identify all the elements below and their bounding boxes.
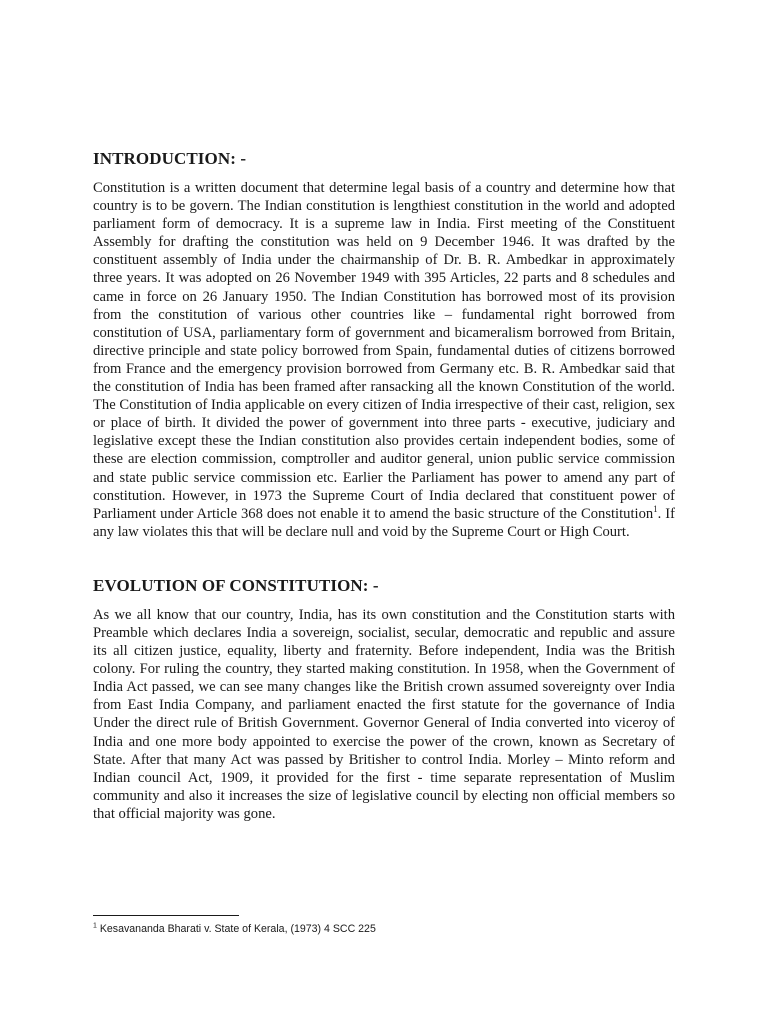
footnote-separator	[93, 915, 239, 916]
footnote-text: Kesavananda Bharati v. State of Kerala, (1973) 4 SCC 225	[96, 923, 376, 935]
footnote	[93, 922, 675, 936]
page-content	[93, 148, 675, 823]
footnote-number: 1	[93, 922, 97, 930]
evolution-heading-text: EVOLUTION OF CONSTITUTION:	[93, 575, 369, 595]
evolution-paragraph: As we all know that our country, India, has its own constitution and the Constitution starts with Preamble which declares India a sovereign, socialist, secular, democratic and republic and assure its all citizen justice, equality, liberty and fraternity. Before independent, India was the British colony. For ruling the country, they started making constitution. In 1958, when the Government of India Act passed, we can see many changes like the British crown assumed sovereignty over India from East India Company, and parliament enacted the first statute for the governance of India Under the direct rule of British Government. Governor General of India converted into viceroy of India and one more body appointed to exercise the power of the crown, known as Secretary of State. After that many Act was passed by Britisher to control India. Morley – Minto reform and Indian council Act, 1909, it provided for the first - time separate representation of Muslim community and also it increases the size of legislative council by electing non official members so that official majority was gone.	[93, 606, 675, 822]
introduction-heading-text: INTRODUCTION:	[93, 149, 236, 168]
introduction-heading-suffix: -	[235, 149, 247, 168]
introduction-body-part2: . If any law violates this that will be declare null and void by the Supreme Court or High Court.	[93, 505, 675, 540]
introduction-paragraph	[93, 179, 675, 541]
introduction-body-part1: Constitution is a written document that determine legal basis of a country and determine how that country is to be govern. The Indian constitution is lengthiest constitution in the world and adopted parliament form of democracy. It is a supreme law in India. First meeting of the Constituent Assembly for drafting the constitution was held on 9 December 1946. It was drafted by the constituent assembly of India under the chairmanship of Dr. B. R. Ambedkar in approximately three years. It was adopted on 26 November 1949 with 395 Articles, 22 parts and 8 schedules and came in force on 26 January 1950. The Indian Constitution has borrowed most of its provision from the constitution of various other countries like – fundamental right borrowed from constitution of USA, parliamentary form of government and bicameralism borrowed from Britain, directive principle and state policy borrowed from Spain, fundamental duties of citizens borrowed from France and the emergency provision borrowed from Germany etc. B. R. Ambedkar said that the constitution of India has been framed after ransacking all the known Constitution of the world. The Constitution of India applicable on every citizen of India irrespective of their cast, religion, sex or place of birth. It divided the power of government into three parts - executive, judiciary and legislative except these the Indian constitution also provides certain independent bodies, some of these are election commission, comptroller and auditor general, union public service commission and state public service commission etc. Earlier the Parliament has power to amend any part of constitution. However, in 1973 the Supreme Court of India declared that constituent power of Parliament under Article 368 does not enable it to amend the basic structure of the Constitution	[93, 180, 675, 522]
evolution-heading-suffix: -	[368, 575, 379, 595]
section-spacer	[93, 541, 675, 575]
footnote-reference[interactable]: 1	[653, 503, 658, 514]
evolution-heading	[93, 575, 675, 597]
introduction-heading	[93, 148, 675, 170]
